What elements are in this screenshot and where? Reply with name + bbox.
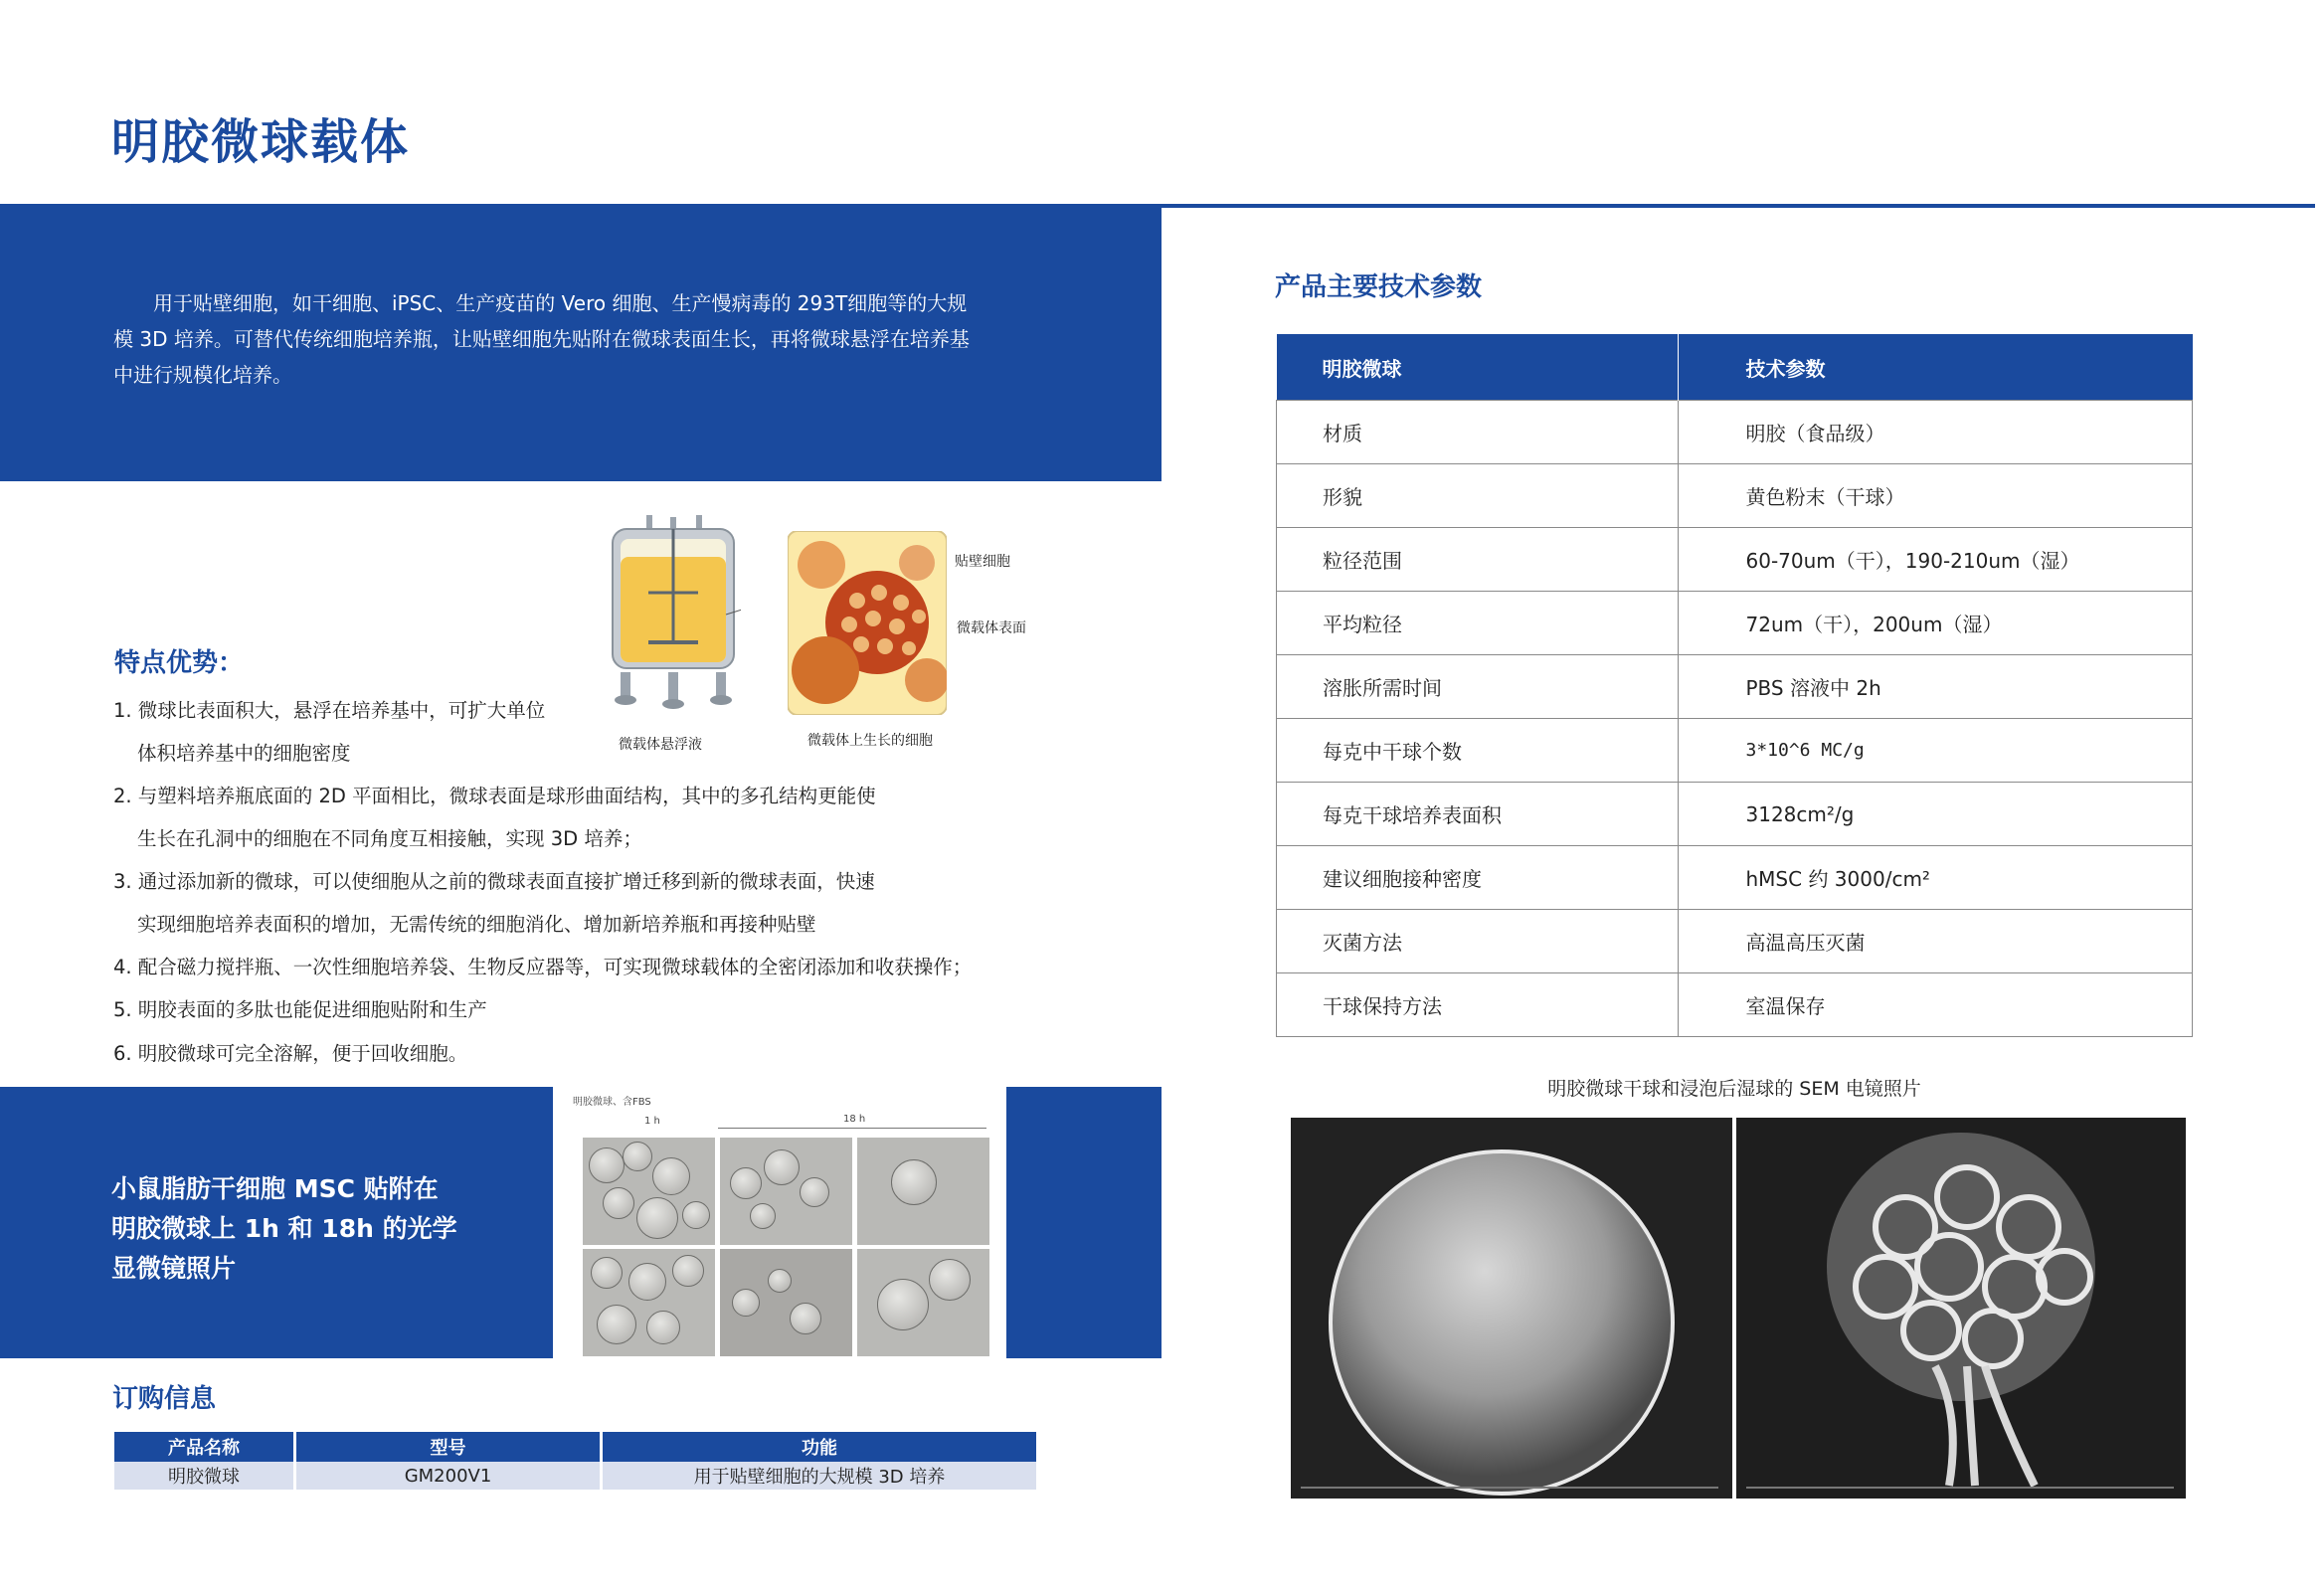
- specs-header-value: 技术参数: [1678, 334, 2193, 401]
- label-suspension: 微载体悬浮液: [619, 737, 702, 753]
- specs-table-header: [1277, 334, 2193, 401]
- label-adherent-cell: 贴壁细胞: [955, 554, 1010, 570]
- microscopy-figure-label: 明胶微球、含FBS: [573, 1097, 651, 1108]
- order-header-product: 产品名称: [114, 1432, 293, 1462]
- sem-dry-sphere-photo: [1291, 1118, 1732, 1499]
- table-row: [1277, 910, 2193, 973]
- spec-value: 高温高压灭菌: [1678, 910, 2193, 973]
- table-row: [1277, 655, 2193, 719]
- spec-name: 材质: [1277, 401, 1679, 464]
- bioreactor-illustration: [607, 515, 741, 714]
- micrograph-18h-bottom-b: [857, 1249, 989, 1356]
- feature-line: 5. 明胶表面的多肽也能促进细胞贴附和生产: [113, 998, 487, 1021]
- specs-title: 产品主要技术参数: [1275, 272, 1483, 302]
- table-row: [1277, 401, 2193, 464]
- order-cell-function: 用于贴壁细胞的大规模 3D 培养: [603, 1462, 1036, 1490]
- order-header-function: 功能: [603, 1432, 1036, 1462]
- sem-caption: 明胶微球干球和浸泡后湿球的 SEM 电镜照片: [1547, 1078, 1921, 1100]
- microscopy-title-line: 小鼠脂肪干细胞 MSC 贴附在: [111, 1174, 439, 1203]
- micrograph-18h-top-b: [857, 1138, 989, 1245]
- table-row: [1277, 592, 2193, 655]
- micrograph-18h-bottom-a: [720, 1249, 852, 1356]
- intro-line: 模 3D 培养。可替代传统细胞培养瓶，让贴壁细胞先贴附在微球表面生长，再将微球悬浮在培养基: [113, 327, 970, 351]
- label-carrier-surface: 微载体表面: [957, 620, 1026, 636]
- microscopy-photo-grid: [583, 1134, 990, 1356]
- spec-name: 平均粒径: [1277, 592, 1679, 655]
- spec-value: PBS 溶液中 2h: [1678, 655, 2193, 719]
- order-title: 订购信息: [112, 1384, 217, 1414]
- microscopy-col-1h: 1 h: [644, 1116, 660, 1127]
- table-row: [1277, 464, 2193, 528]
- micrograph-1h-bottom: [583, 1249, 715, 1356]
- intro-band: [0, 208, 1162, 481]
- micrograph-1h-top: [583, 1138, 715, 1245]
- feature-line: 体积培养基中的细胞密度: [137, 742, 351, 765]
- spec-value: 72um（干），200um（湿）: [1678, 592, 2193, 655]
- sem-wet-sphere-photo: [1736, 1118, 2186, 1499]
- spec-name: 形貌: [1277, 464, 1679, 528]
- spec-name: 溶胀所需时间: [1277, 655, 1679, 719]
- table-row: [1277, 783, 2193, 846]
- spec-value: hMSC 约 3000/cm²: [1678, 846, 2193, 910]
- table-row: [1277, 719, 2193, 783]
- spec-name: 建议细胞接种密度: [1277, 846, 1679, 910]
- spec-name: 每克干球培养表面积: [1277, 783, 1679, 846]
- page-title: 明胶微球载体: [111, 114, 411, 170]
- spec-value: 60-70um（干），190-210um（湿）: [1678, 528, 2193, 592]
- spec-value: 黄色粉末（干球）: [1678, 464, 2193, 528]
- spec-value: 3*10^6 MC/g: [1678, 719, 2193, 783]
- features-title: 特点优势：: [114, 648, 245, 678]
- spec-value: 3128cm²/g: [1678, 783, 2193, 846]
- order-header-model: 型号: [296, 1432, 600, 1462]
- microscopy-col-18h: 18 h: [843, 1114, 866, 1125]
- feature-line: 生长在孔洞中的细胞在不同角度互相接触，实现 3D 培养；: [137, 827, 642, 850]
- table-row: [1277, 973, 2193, 1037]
- microcarrier-closeup-illustration: [788, 531, 947, 715]
- intro-line: 用于贴壁细胞，如干细胞、iPSC、生产疫苗的 Vero 细胞、生产慢病毒的 293T细胞等的大规: [113, 291, 968, 315]
- feature-line: 4. 配合磁力搅拌瓶、一次性细胞培养袋、生物反应器等，可实现微球载体的全密闭添加和收获操作；: [113, 956, 973, 978]
- spec-value: 明胶（食品级）: [1678, 401, 2193, 464]
- feature-line: 3. 通过添加新的微球，可以使细胞从之前的微球表面直接扩增迁移到新的微球表面，快速: [113, 870, 875, 893]
- spec-name: 干球保持方法: [1277, 973, 1679, 1037]
- order-cell-product: 明胶微球: [114, 1462, 293, 1490]
- feature-line: 1. 微球比表面积大，悬浮在培养基中，可扩大单位: [113, 699, 546, 722]
- microscopy-band: [0, 1087, 553, 1358]
- spec-value: 室温保存: [1678, 973, 2193, 1037]
- table-row: [1277, 528, 2193, 592]
- microscopy-title-line: 明胶微球上 1h 和 18h 的光学: [111, 1214, 457, 1243]
- intro-line: 中进行规模化培养。: [113, 363, 292, 387]
- table-row: [1277, 846, 2193, 910]
- microscopy-title-line: 显微镜照片: [111, 1254, 237, 1283]
- micrograph-18h-top-a: [720, 1138, 852, 1245]
- order-cell-model: GM200V1: [296, 1462, 600, 1490]
- order-table: [111, 1432, 1039, 1490]
- feature-line: 2. 与塑料培养瓶底面的 2D 平面相比，微球表面是球形曲面结构，其中的多孔结构更能使: [113, 785, 876, 807]
- specs-header-item: 明胶微球: [1277, 334, 1679, 401]
- spec-name: 每克中干球个数: [1277, 719, 1679, 783]
- specs-table: [1276, 334, 2193, 1037]
- spec-name: 灭菌方法: [1277, 910, 1679, 973]
- microscopy-18h-rule: [718, 1128, 986, 1129]
- feature-line: 实现细胞培养表面积的增加，无需传统的细胞消化、增加新培养瓶和再接种贴壁: [137, 913, 816, 936]
- microscopy-band-edge: [1006, 1087, 1162, 1358]
- spec-name: 粒径范围: [1277, 528, 1679, 592]
- label-cells-on-carrier: 微载体上生长的细胞: [807, 733, 933, 749]
- feature-line: 6. 明胶微球可完全溶解，便于回收细胞。: [113, 1042, 468, 1065]
- order-table-header: [114, 1432, 1036, 1462]
- table-row: [114, 1462, 1036, 1490]
